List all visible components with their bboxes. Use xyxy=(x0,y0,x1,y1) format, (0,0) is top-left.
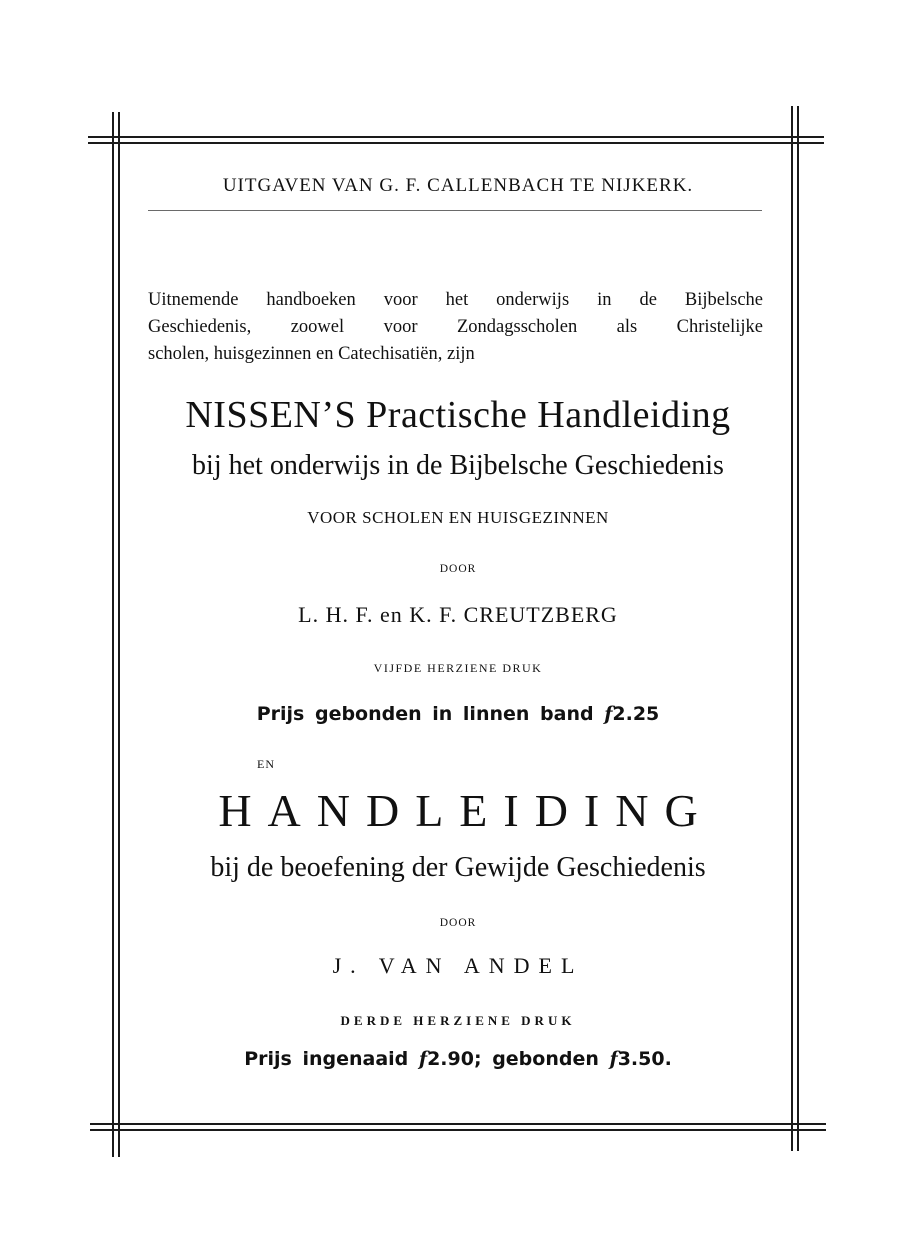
book2-price-label-gebonden: gebonden xyxy=(492,1048,599,1070)
intro-line: Geschiedenis, zoowel voor Zondagsscholen als Christelijke xyxy=(148,317,763,337)
book2-price-ingenaaid: 2.90; xyxy=(427,1048,482,1070)
book1-authors: L. H. F. en K. F. CREUTZBERG xyxy=(298,602,618,627)
book2-price-label-ingenaaid: Prijs ingenaaid xyxy=(244,1048,409,1070)
book2-author: J. VAN ANDEL xyxy=(332,953,584,978)
intro-line: Uitnemende handboeken voor het onderwijs in de Bijbelsche xyxy=(148,290,763,310)
book1-subtitle: bij het onderwijs in de Bijbelsche Geschiedenis xyxy=(192,450,724,481)
book2-price-gebonden: 3.50. xyxy=(617,1048,672,1070)
book2-price-line xyxy=(120,1048,796,1070)
book2-title: HANDLEIDING xyxy=(218,785,714,836)
florin-symbol: f xyxy=(609,1048,618,1070)
intro-paragraph xyxy=(148,287,763,368)
intro-line: scholen, huisgezinnen en Catechisatiën, zijn xyxy=(148,344,475,364)
frame-bottom-rule-inner xyxy=(90,1129,826,1131)
frame-right-rule-outer xyxy=(791,106,793,1151)
book1-edition: VIJFDE HERZIENE DRUK xyxy=(373,661,543,675)
frame-top-rule-outer xyxy=(88,136,824,138)
book2-edition: DERDE HERZIENE DRUK xyxy=(340,1013,576,1028)
frame-left-rule-outer xyxy=(112,112,114,1157)
frame-top-rule-inner xyxy=(88,142,824,144)
florin-symbol: f xyxy=(604,703,613,725)
florin-symbol: f xyxy=(418,1048,428,1070)
header-divider xyxy=(148,210,762,211)
frame-left-rule-inner xyxy=(118,112,120,1157)
connector-en: EN xyxy=(257,757,275,771)
frame-bottom-rule-outer xyxy=(90,1123,826,1125)
book1-price-label: Prijs gebonden in linnen band xyxy=(256,703,594,725)
book1-audience: VOOR SCHOLEN EN HUISGEZINNEN xyxy=(307,508,609,527)
book1-by-label: DOOR xyxy=(439,563,477,575)
book1-price-line xyxy=(120,703,796,725)
book1-price: 2.25 xyxy=(612,703,660,725)
publisher-heading: UITGAVEN VAN G. F. CALLENBACH TE NIJKERK. xyxy=(222,175,694,196)
frame-right-rule-inner xyxy=(797,106,799,1151)
book2-subtitle: bij de beoefening der Gewijde Geschiedenis xyxy=(210,852,706,883)
book1-title: NISSEN’S Practische Handleiding xyxy=(185,394,731,436)
book2-by-label: DOOR xyxy=(439,917,477,929)
